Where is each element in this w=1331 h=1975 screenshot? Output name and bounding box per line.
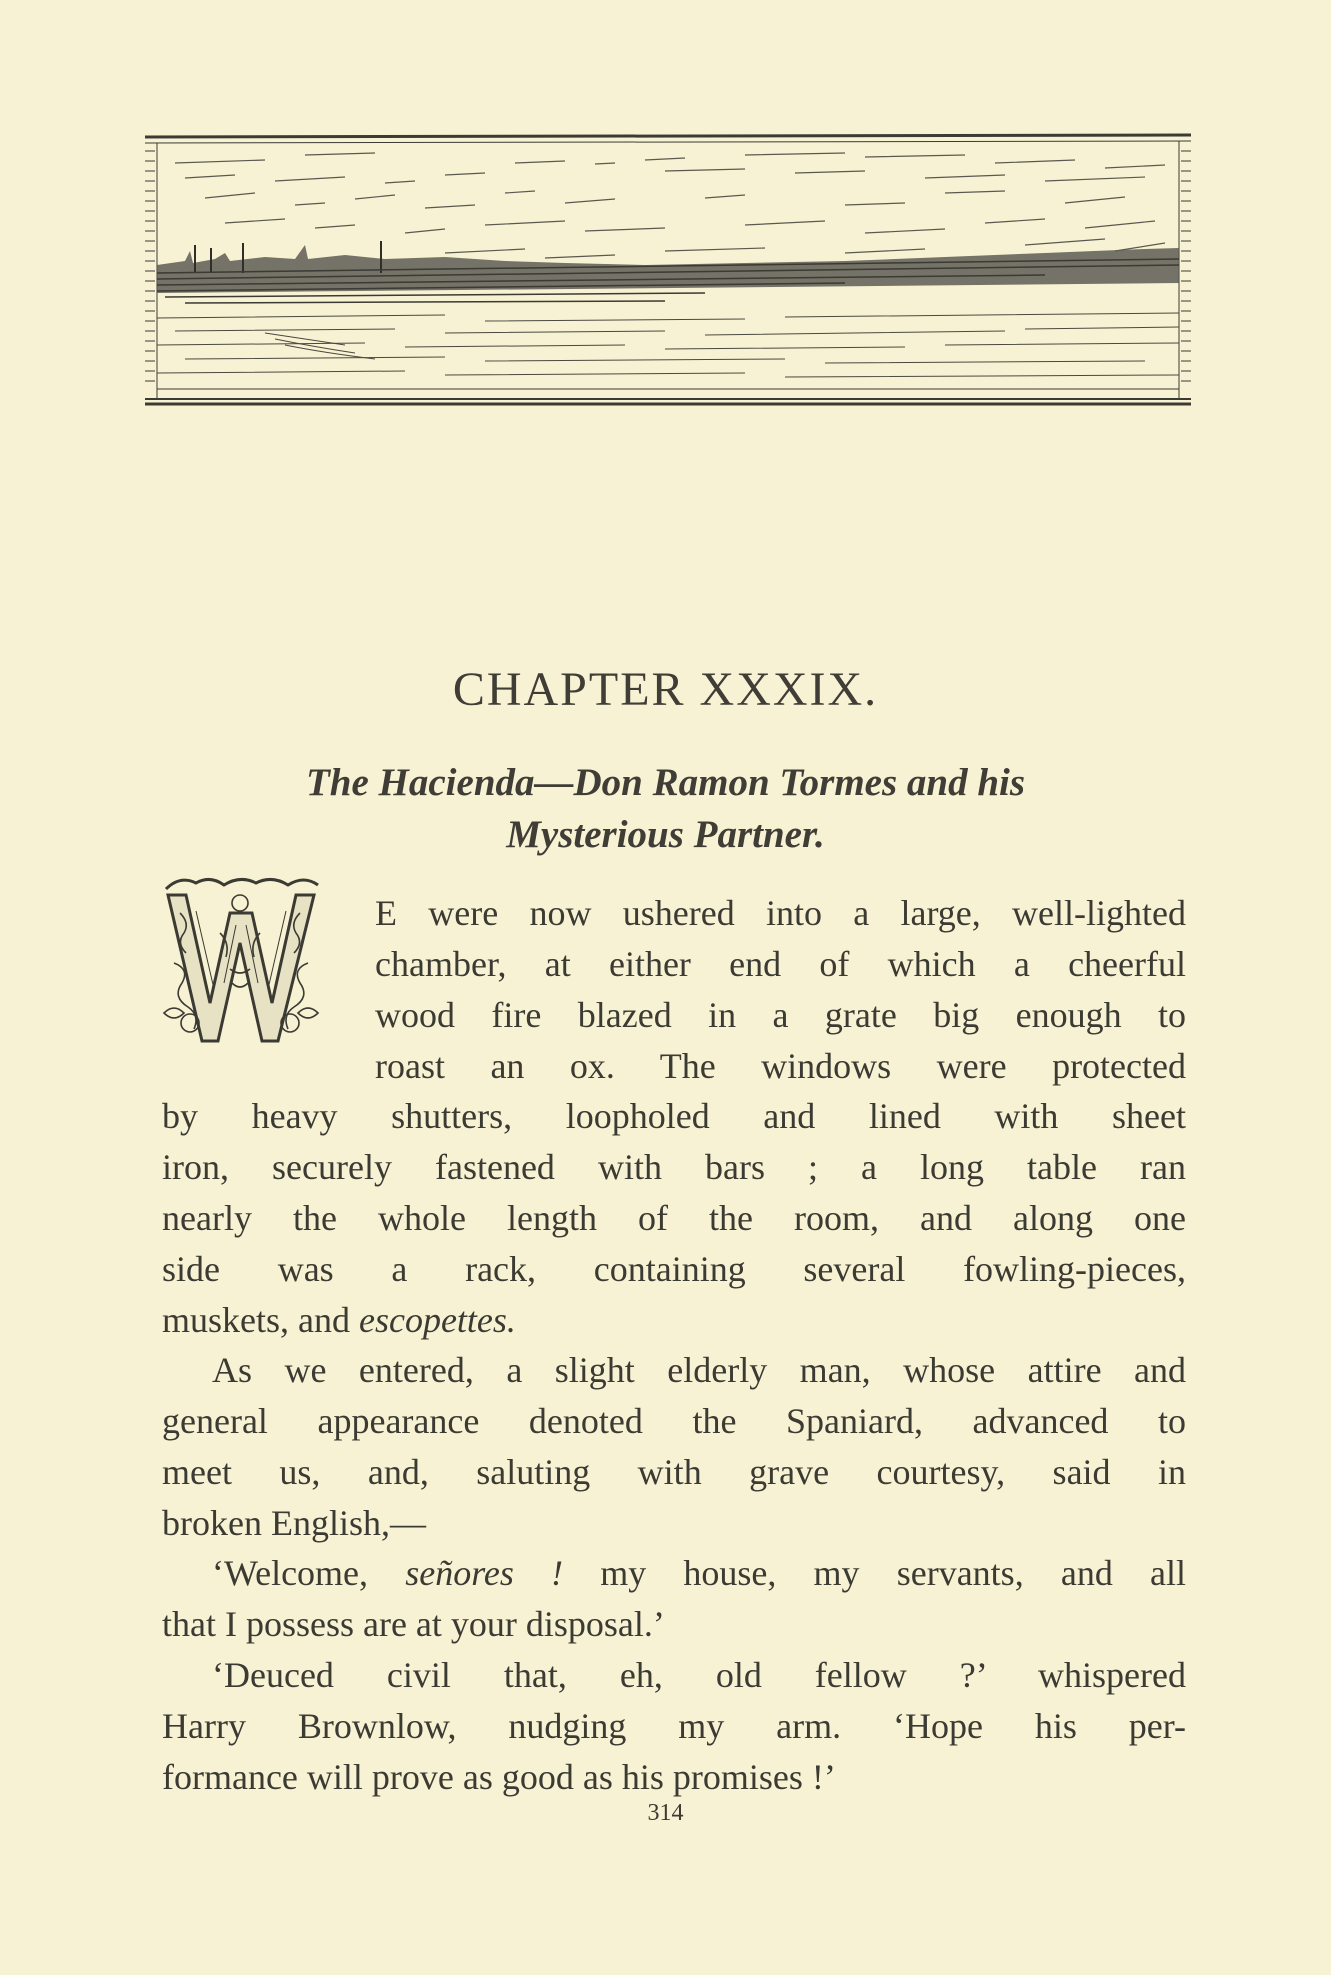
text-line: formance will prove as good as his promises !’ xyxy=(162,1757,836,1797)
paragraph-2 xyxy=(162,1345,1186,1549)
text-line: E were now ushered into a large, well-lighted xyxy=(375,893,1186,933)
paragraph-4 xyxy=(162,1650,1186,1803)
text-line: side was a rack, containing several fowling-pieces, xyxy=(162,1249,1186,1289)
chapter-subtitle-line-2: Mysterious Partner. xyxy=(506,813,825,856)
text-line xyxy=(162,1548,1186,1599)
text-run: my house, my servants, and all xyxy=(563,1553,1187,1593)
seascape-engraving xyxy=(145,133,1191,409)
text-line: general appearance denoted the Spaniard, advanced to xyxy=(162,1401,1186,1441)
chapter-subtitle-line-1: The Hacienda—Don Ramon Tormes and his xyxy=(305,761,1026,804)
ornamental-dropcap-w xyxy=(160,873,322,1048)
italic-word: señores ! xyxy=(405,1553,564,1593)
text-line: meet us, and, saluting with grave courtesy, said in xyxy=(162,1452,1186,1492)
text-line: broken English,— xyxy=(162,1503,426,1543)
text-line: that I possess are at your disposal.’ xyxy=(162,1604,665,1644)
text-line: chamber, at either end of which a cheerful xyxy=(375,944,1186,984)
text-line: by heavy shutters, loopholed and lined with sheet xyxy=(162,1096,1186,1136)
text-line xyxy=(162,1295,1186,1346)
text-line: iron, securely fastened with bars ; a long table ran xyxy=(162,1147,1186,1187)
page-number: 314 xyxy=(647,1800,684,1826)
text-line: roast an ox. The windows were protected xyxy=(375,1046,1186,1086)
text-line: As we entered, a slight elderly man, whose attire and xyxy=(212,1350,1186,1390)
text-line: ‘Deuced civil that, eh, old fellow ?’ whispered xyxy=(212,1655,1186,1695)
chapter-title: CHAPTER XXXIX. xyxy=(452,663,879,716)
text-line: nearly the whole length of the room, and along one xyxy=(162,1198,1186,1238)
text-run: muskets, and xyxy=(162,1300,359,1340)
text-run: ‘Welcome, xyxy=(212,1553,406,1593)
italic-word: escopettes. xyxy=(358,1300,516,1340)
paragraph-1-opening xyxy=(375,888,1186,1092)
chapter-subtitle xyxy=(0,757,1331,861)
text-line: wood fire blazed in a grate big enough to xyxy=(375,995,1186,1035)
paragraph-3 xyxy=(162,1548,1186,1650)
paragraph-1-continued xyxy=(162,1091,1186,1346)
text-line: Harry Brownlow, nudging my arm. ‘Hope his per- xyxy=(162,1706,1186,1746)
